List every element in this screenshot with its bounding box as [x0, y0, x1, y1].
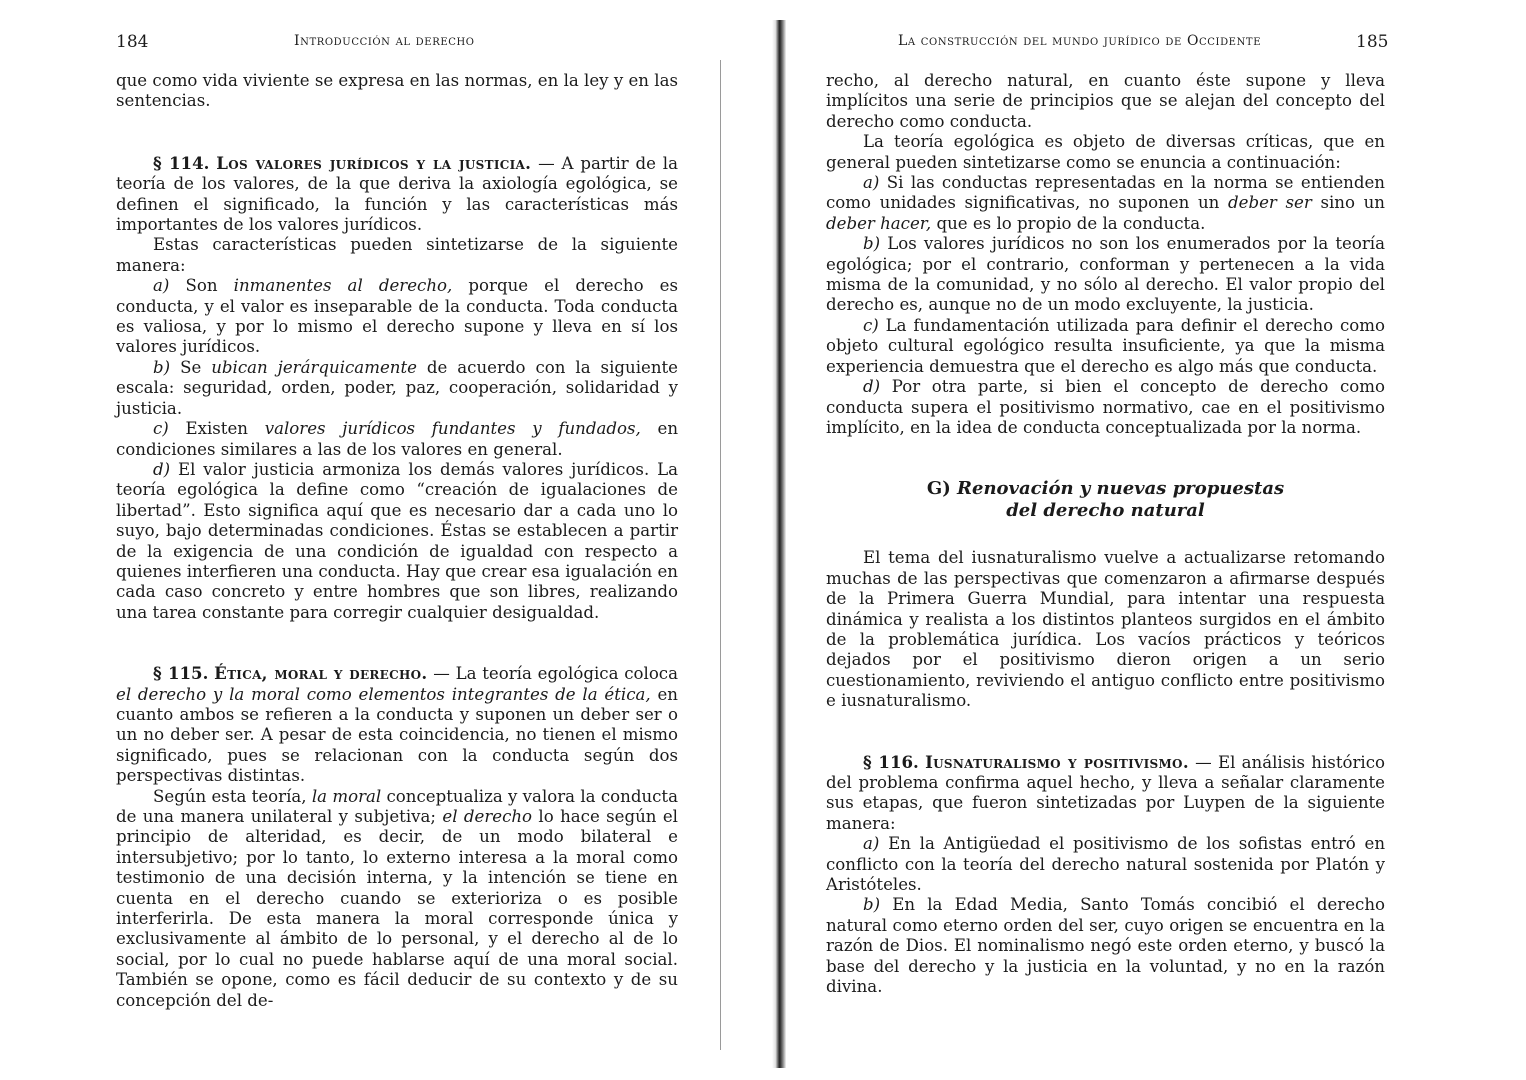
left-page [0, 0, 760, 1080]
item-text: Son [185, 276, 234, 296]
section-g-title-line2: del derecho natural [1006, 500, 1205, 522]
list-item-b [116, 358, 678, 419]
item-text: En la Edad Media, Santo Tomás concibió el derecho natural como eterno orden del ser, cuyo origen se encuentra en la razón de Dios. El nominalismo negó este orden eterno, y buscó la base del derecho y la justicia en la voluntad, y no en la razón divina. [826, 895, 1385, 997]
item-text: Los valores jurídicos no son los enumerados por la teoría egológica; por el contrario, conforman y pertenecen a la vida misma de la comunidad, y no sólo al derecho. El valor propio del derecho es, aunque no de un modo excluyente, la justicia. [826, 234, 1386, 315]
left-body-text [116, 71, 678, 1011]
item-text: El valor justicia armoniza los demás valores jurídicos. La teoría egológica la define como “creación de igualaciones de libertad”. Esto significa aquí que es necesario dar a cada uno lo suyo, bajo determinadas condiciones. Éstas se establecen a partir de la exigencia de una condición de igualdad con respecto a quienes interfieren una conducta. Hay que crear esa igualación en cada caso concreto y entre hombres que son libres, realizando una tarea constante para corregir cualquier desigualdad. [116, 459, 678, 622]
item-emphasis: deber ser [1228, 193, 1312, 213]
list-item-a [116, 276, 678, 358]
criticism-c [826, 316, 1385, 377]
item-label: a) [863, 173, 880, 193]
paragraph-iusnaturalismo: El tema del iusnaturalismo vuelve a actualizarse retomando muchas de las perspectivas que comenzaron a afirmarse después de la Primera Guerra Mundial, para intentar una respuesta dinámica y realista a los distintos planteos surgidos en el ámbito de la problemática jurídica. Los vacíos prácticos y teóricos dejados por el positivismo dieron origen a un serio cuestionamiento, reviviendo el antiguo conflicto entre positivismo e iusnaturalismo. [826, 548, 1385, 711]
criticism-intro: La teoría egológica es objeto de diversas críticas, que en general pueden sintetizarse como se enuncia a continuación: [826, 132, 1385, 172]
item-text: En la Antigüedad el positivismo de los sofistas entró en conflicto con la teoría del derecho natural sostenida por Platón y Aristóteles. [826, 834, 1386, 894]
paragraph-text: Según esta teoría, [153, 786, 312, 806]
item-label: a) [153, 276, 170, 296]
item-label: c) [863, 315, 879, 335]
section-115-text: La teoría egológica coloca [455, 664, 678, 684]
item-label: d) [153, 459, 171, 479]
page-number-right: 185 [1356, 32, 1389, 52]
item-text: Existen [185, 419, 265, 439]
item-text: Se [180, 357, 212, 377]
section-116-title: Iusnaturalismo y positivismo. [925, 751, 1189, 772]
section-dash: — [1188, 752, 1218, 772]
section-114-number: § 114. [153, 152, 210, 173]
criticism-a [826, 173, 1385, 234]
running-head-right: La construcción del mundo jurídico de Occidente [898, 33, 1262, 49]
criticism-b [826, 234, 1385, 316]
item-text: que es lo propio de la conducta. [931, 213, 1206, 233]
item-emphasis: inmanentes al derecho, [233, 276, 453, 296]
item-text: Si las conductas representadas en la norma se entienden como unidades significativas, no suponen un [826, 173, 1385, 213]
history-b [826, 895, 1385, 997]
item-emphasis: ubican jerárquicamente [211, 357, 417, 377]
section-114-paragraph [116, 153, 678, 236]
section-116-text: El análisis histórico del problema confirma aquel hecho, y lleva a señalar claramente sus etapas, que fueron sintetizadas por Luypen de la siguiente manera: [826, 752, 1386, 833]
running-head-left: Introducción al derecho [294, 33, 475, 49]
section-dash: — [531, 153, 562, 173]
paragraph-emphasis: el derecho [442, 807, 533, 826]
section-114-title: Los valores jurídicos y la justicia. [216, 152, 532, 173]
paragraph-continued: recho, al derecho natural, en cuanto éste supone y lleva implícitos una serie de principios que se alejan del concepto del derecho como conducta. [826, 71, 1385, 131]
section-dash: — [427, 664, 456, 684]
section-115-emphasis: el derecho y la moral como elementos integrantes de la ética, [116, 684, 651, 704]
paragraph-text: conceptualiza y valora la conducta de una manera unilateral y subjetiva; [116, 786, 678, 826]
paragraph-emphasis: la moral [311, 786, 382, 806]
item-text: de acuerdo con la siguiente escala: seguridad, orden, poder, paz, cooperación, solidaridad y justicia. [116, 357, 678, 418]
item-label: b) [153, 357, 171, 377]
right-page [778, 0, 1526, 1080]
section-115-number: § 115. [153, 663, 209, 684]
item-text: en condiciones similares a las de los valores en general. [116, 419, 679, 459]
section-115-title: Ética, moral y derecho. [214, 663, 428, 684]
list-item-c [116, 419, 678, 460]
criticism-d [826, 377, 1385, 438]
paragraph-text: lo hace según el principio de alteridad, es decir, de un modo bilateral e intersubjetivo; por lo tanto, lo externo interesa a la moral como testimonio de una decisión interna, y la intención se tiene en cuenta en el derecho cuando se exterioriza o es posible interferirla. De esta manera la moral corresponde única y exclusivamente al ámbito de lo personal, y el derecho al de lo social, por lo cual no puede hablarse aquí de una moral social. También se opone, como es fácil deducir de su contexto y de su concepción del de- [116, 807, 678, 1010]
paragraph-moral-derecho [116, 787, 678, 1011]
item-label: d) [863, 377, 881, 397]
section-g-title-line1: Renovación y nuevas propuestas [957, 478, 1285, 500]
item-label: b) [863, 234, 881, 254]
section-115-paragraph [116, 663, 678, 786]
section-116-paragraph [826, 752, 1385, 835]
section-g-heading [826, 478, 1385, 522]
item-text: sino un [1311, 193, 1385, 213]
characteristics-intro: Estas características pueden sintetizarse de la siguiente manera: [116, 235, 678, 275]
item-emphasis: deber hacer, [826, 213, 932, 233]
item-label: c) [153, 419, 169, 439]
section-114-text: A partir de la teoría de los valores, de la que deriva la axiología egológica, se definen el significado, la función y las características más importantes de los valores jurídicos. [116, 153, 678, 235]
section-116-number: § 116. [863, 751, 919, 772]
paragraph-continued: que como vida viviente se expresa en las normas, en la ley y en las sentencias. [116, 71, 678, 111]
item-label: a) [863, 834, 880, 854]
section-g-label: G) [926, 478, 951, 500]
section-115-text: en cuanto ambos se refieren a la conducta y suponen un deber ser o un no deber ser. A pesar de esta coincidencia, no tienen el mismo significado, pues se relacionan con la conducta según dos perspectivas distintas. [116, 684, 678, 786]
page-number-left: 184 [116, 32, 149, 52]
right-body-text [826, 71, 1385, 997]
item-text: La fundamentación utilizada para definir el derecho como objeto cultural egológico resulta insuficiente, ya que la misma experiencia demuestra que el derecho es algo más que conducta. [826, 315, 1385, 376]
page-edge-line [720, 60, 721, 1050]
history-a [826, 834, 1385, 895]
item-label: b) [863, 895, 881, 915]
list-item-d [116, 460, 678, 623]
item-text: Por otra parte, si bien el concepto de derecho como conducta supera el positivismo normativo, cae en el positivismo implícito, en la idea de conducta conceptualizada por la norma. [826, 377, 1385, 437]
item-text: porque el derecho es conducta, y el valor es inseparable de la conducta. Toda conducta es valiosa, y por lo mismo el derecho supone y lleva en sí los valores jurídicos. [116, 276, 679, 357]
item-emphasis: valores jurídicos fundantes y fundados, [264, 419, 641, 439]
